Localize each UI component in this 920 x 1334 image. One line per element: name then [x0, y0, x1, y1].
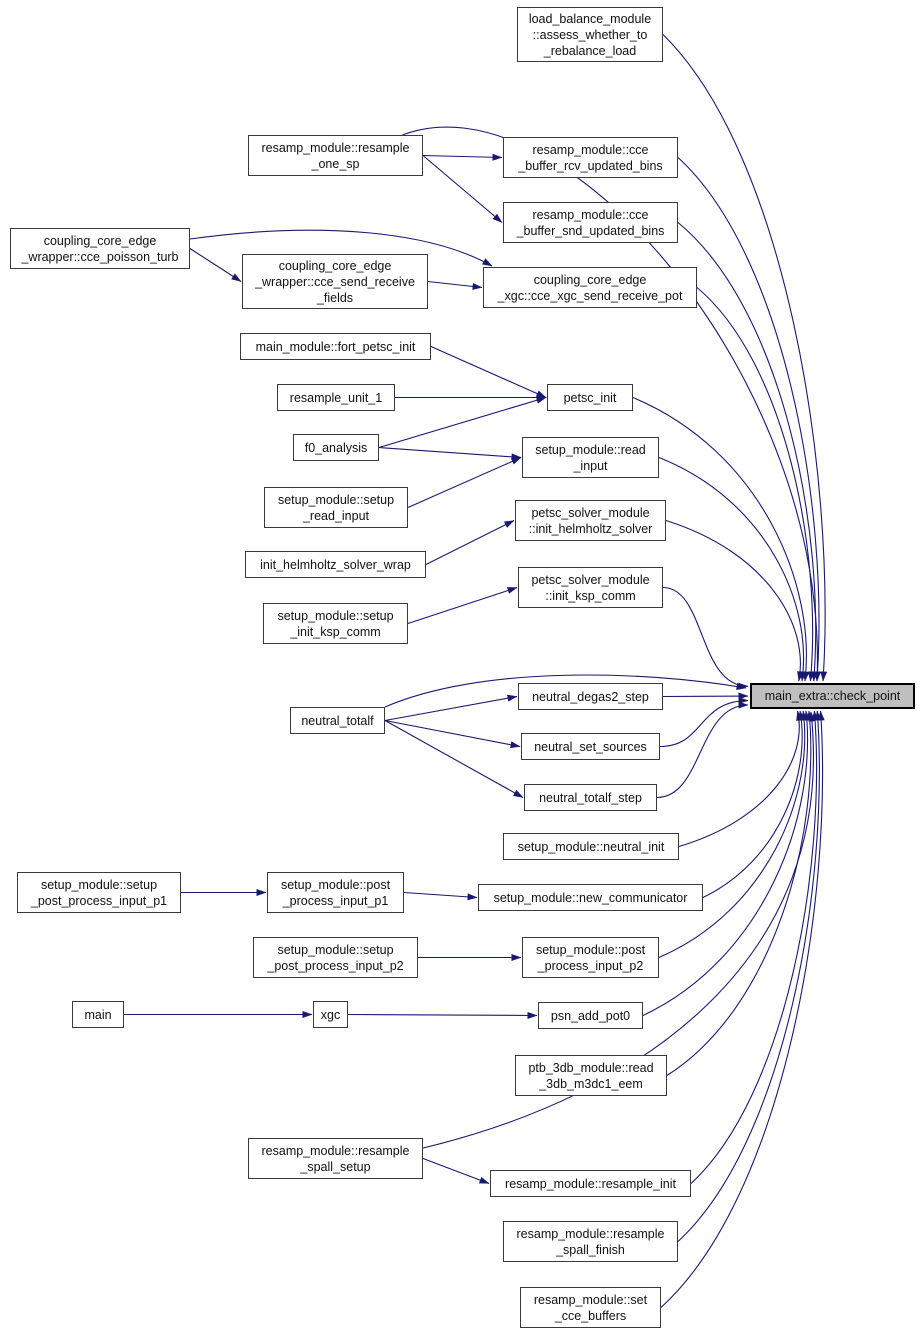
- graph-node-cce_send_receive_fields[interactable]: [242, 254, 428, 309]
- call-edge-neutral_totalf-to-neutral_degas2_step: [385, 697, 517, 721]
- graph-node-main[interactable]: [72, 1001, 124, 1028]
- graph-node-neutral_set_sources[interactable]: [521, 733, 660, 760]
- graph-node-label: _wrapper::cce_send_receive: [255, 274, 415, 289]
- graph-node-label: _init_ksp_comm: [290, 624, 381, 639]
- graph-node-check_point: [750, 683, 915, 709]
- graph-node-label: _input: [573, 458, 608, 473]
- graph-node-label: petsc_solver_module: [531, 505, 650, 520]
- call-edge-fort_petsc_init-to-petsc_init: [431, 347, 546, 398]
- graph-node-label: resamp_module::resample: [516, 1226, 665, 1241]
- graph-node-neutral_degas2_step[interactable]: [518, 683, 663, 710]
- graph-node-label: ::init_helmholtz_solver: [528, 521, 653, 536]
- graph-node-f0_analysis[interactable]: [293, 434, 379, 461]
- graph-node-label: neutral_degas2_step: [532, 689, 649, 704]
- graph-node-label: resamp_module::cce: [532, 142, 649, 157]
- graph-node-label: setup_module::post: [280, 877, 391, 892]
- graph-node-label: setup_module::setup: [40, 877, 158, 892]
- graph-node-label: _process_input_p2: [537, 958, 644, 973]
- graph-node-label: resample_unit_1: [289, 390, 383, 405]
- call-edge-neutral_totalf-to-neutral_totalf_step: [385, 721, 523, 798]
- graph-node-label: resamp_module::resample_init: [505, 1176, 676, 1191]
- graph-node-label: ptb_3db_module::read: [528, 1060, 654, 1075]
- graph-node-cce_xgc_send_receive_pot[interactable]: [483, 267, 697, 308]
- graph-node-label: _read_input: [302, 508, 370, 523]
- call-edge-xgc-to-psn_add_pot0: [348, 1015, 537, 1016]
- graph-node-neutral_totalf_step[interactable]: [524, 784, 657, 811]
- graph-node-label: resamp_module::set: [533, 1292, 648, 1307]
- graph-node-cce_buffer_snd[interactable]: [503, 202, 678, 243]
- graph-node-label: coupling_core_edge: [533, 272, 647, 287]
- graph-node-post_process_input_p2[interactable]: [522, 937, 659, 978]
- graph-node-label: setup_module::post: [535, 942, 646, 957]
- call-edge-neutral_totalf-to-neutral_set_sources: [385, 721, 520, 747]
- call-edge-post_process_input_p1-to-new_communicator: [404, 893, 477, 898]
- graph-node-label: setup_module::new_communicator: [493, 890, 688, 905]
- call-edge-load_balance-to-check_point: [663, 35, 825, 682]
- call-edge-cce_buffer_rcv-to-check_point: [678, 158, 819, 682]
- call-edge-cce_poisson_turb-to-cce_send_receive_fields: [190, 249, 241, 282]
- graph-node-label: main_module::fort_petsc_init: [255, 339, 416, 354]
- graph-node-setup_post_process_input_p1[interactable]: [17, 872, 181, 913]
- graph-node-label: coupling_core_edge: [278, 258, 392, 273]
- graph-node-label: _xgc::cce_xgc_send_receive_pot: [497, 288, 683, 303]
- graph-node-label: setup_module::setup: [277, 608, 394, 623]
- call-edge-resample_one_sp-to-cce_buffer_snd: [423, 156, 502, 223]
- graph-node-label: f0_analysis: [304, 440, 368, 455]
- graph-node-label: neutral_totalf: [301, 713, 374, 728]
- call-edge-new_communicator-to-check_point: [703, 711, 802, 898]
- graph-node-label: resamp_module::cce: [532, 207, 649, 222]
- call-edge-neutral_init-to-check_point: [679, 711, 799, 847]
- call-edge-neutral_totalf_step-to-check_point: [657, 705, 748, 798]
- graph-node-resample_spall_setup[interactable]: [248, 1138, 423, 1179]
- graph-node-label: _post_process_input_p2: [267, 958, 404, 973]
- graph-node-label: _one_sp: [311, 156, 360, 171]
- graph-node-label: _process_input_p1: [282, 893, 389, 908]
- graph-node-load_balance[interactable]: [517, 7, 663, 62]
- graph-node-label: petsc_init: [563, 390, 617, 405]
- graph-node-read_input[interactable]: [522, 437, 659, 478]
- graph-node-resample_init[interactable]: [490, 1170, 691, 1197]
- call-edge-psn_add_pot0-to-check_point: [643, 711, 808, 1016]
- graph-node-label: _buffer_snd_updated_bins: [516, 223, 665, 238]
- call-edge-cce_xgc_send_receive_pot-to-check_point: [697, 288, 813, 682]
- graph-node-setup_read_input[interactable]: [264, 487, 408, 528]
- graph-node-label: coupling_core_edge: [43, 233, 157, 248]
- graph-node-init_helmholtz_solver_wrap[interactable]: [245, 551, 426, 578]
- call-edge-setup_init_ksp_comm-to-init_ksp_comm: [408, 588, 517, 624]
- graph-node-read_3db_m3dc1_eem[interactable]: [515, 1055, 667, 1096]
- graph-node-set_cce_buffers[interactable]: [520, 1287, 661, 1328]
- graph-node-resample_unit_1[interactable]: [277, 384, 395, 411]
- graph-node-label: psn_add_pot0: [550, 1008, 631, 1023]
- graph-node-petsc_init[interactable]: [547, 384, 633, 411]
- graph-node-label: init_helmholtz_solver_wrap: [260, 557, 411, 572]
- graph-node-label: _post_process_input_p1: [30, 893, 168, 908]
- graph-node-setup_post_process_input_p2[interactable]: [253, 937, 418, 978]
- call-edge-init_ksp_comm-to-check_point: [663, 588, 748, 687]
- graph-node-label: setup_module::neutral_init: [517, 839, 665, 854]
- graph-node-label: main: [84, 1007, 112, 1022]
- graph-node-label: _fields: [316, 290, 354, 305]
- graph-node-xgc[interactable]: [313, 1001, 348, 1028]
- call-edge-post_process_input_p2-to-check_point: [659, 711, 805, 958]
- graph-node-label: xgc: [320, 1007, 341, 1022]
- graph-node-cce_buffer_rcv[interactable]: [503, 137, 678, 178]
- call-edge-cce_send_receive_fields-to-cce_xgc_send_receive_pot: [428, 282, 482, 288]
- graph-node-label: _spall_finish: [556, 1242, 625, 1257]
- graph-node-resample_one_sp[interactable]: [248, 135, 423, 176]
- graph-node-fort_petsc_init[interactable]: [240, 333, 431, 360]
- graph-node-label: _cce_buffers: [554, 1308, 627, 1323]
- graph-node-label: _rebalance_load: [543, 43, 637, 58]
- call-edge-resample_spall_setup-to-resample_init: [423, 1159, 489, 1184]
- graph-node-new_communicator[interactable]: [478, 884, 703, 911]
- graph-node-label: _wrapper::cce_poisson_turb: [21, 249, 179, 264]
- graph-node-label: _3db_m3dc1_eem: [539, 1076, 643, 1091]
- call-edge-resample_init-to-check_point: [691, 711, 817, 1184]
- graph-node-neutral_totalf[interactable]: [290, 707, 385, 734]
- graph-node-label: setup_module::setup: [277, 942, 394, 957]
- graph-node-label: neutral_set_sources: [534, 739, 647, 754]
- graph-node-init_ksp_comm[interactable]: [518, 567, 663, 608]
- graph-node-label: _buffer_rcv_updated_bins: [518, 158, 663, 173]
- graph-node-label: neutral_totalf_step: [539, 790, 642, 805]
- graph-node-post_process_input_p1[interactable]: [267, 872, 404, 913]
- call-edge-setup_read_input-to-read_input: [408, 458, 521, 508]
- call-edge-set_cce_buffers-to-check_point: [661, 711, 823, 1308]
- graph-node-label: setup_module::setup: [277, 492, 395, 507]
- call-edge-init_helmholtz_solver_wrap-to-init_helmholtz_solver: [426, 521, 514, 565]
- graph-node-setup_init_ksp_comm[interactable]: [263, 603, 408, 644]
- graph-node-label: load_balance_module: [528, 11, 652, 26]
- graph-node-neutral_init[interactable]: [503, 833, 679, 860]
- graph-node-label: main_extra::check_point: [764, 689, 901, 703]
- graph-node-init_helmholtz_solver[interactable]: [515, 500, 666, 541]
- call-edge-f0_analysis-to-read_input: [379, 448, 521, 458]
- graph-node-resample_spall_finish[interactable]: [503, 1221, 678, 1262]
- call-edge-resample_one_sp-to-cce_buffer_rcv: [423, 156, 502, 158]
- graph-node-label: _spall_setup: [300, 1159, 371, 1174]
- graph-node-psn_add_pot0[interactable]: [538, 1002, 643, 1029]
- graph-node-label: resamp_module::resample: [261, 1143, 410, 1158]
- call-edge-cce_buffer_snd-to-check_point: [678, 223, 816, 682]
- graph-node-label: setup_module::read: [535, 442, 646, 457]
- graph-node-cce_poisson_turb[interactable]: [10, 228, 190, 269]
- graph-node-label: ::init_ksp_comm: [545, 588, 636, 603]
- graph-node-label: ::assess_whether_to: [532, 27, 648, 42]
- call-edge-read_input-to-check_point: [659, 458, 804, 682]
- graph-node-label: resamp_module::resample: [261, 140, 410, 155]
- call-edge-f0_analysis-to-petsc_init: [379, 398, 546, 448]
- graph-node-label: petsc_solver_module: [531, 572, 650, 587]
